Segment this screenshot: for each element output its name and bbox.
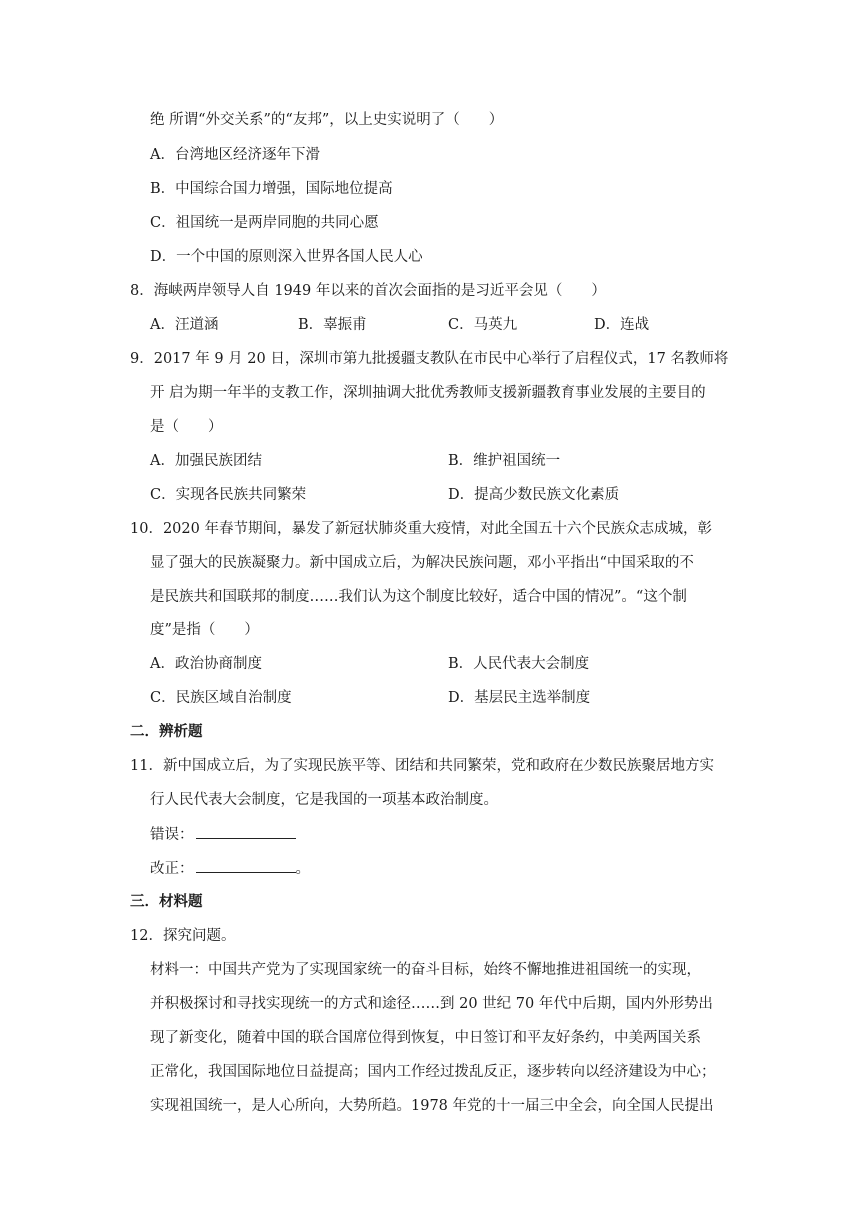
q11-stem-line-1: 11．新中国成立后，为了实现民族平等、团结和共同繁荣，党和政府在少数民族聚居地方实 [130,758,714,774]
q11-error-row [150,824,296,845]
q12-material-line-3: 现了新变化，随着中国的联合国席位得到恢复，中日签订和平友好条约，中美两国关系 [150,1030,701,1046]
q12-material-line-5: 实现祖国统一，是人心所向，大势所趋。1978 年党的十一届三中全会，向全国人民提出 [150,1098,714,1114]
q7-option-b: B．中国综合国力增强，国际地位提高 [150,181,393,197]
q9-stem-line-3: 是（ ） [150,419,223,435]
q12-material-line-4: 正常化，我国国际地位日益提高；国内工作经过拨乱反正，逐步转向以经济建设为中心； [150,1064,716,1080]
q8-option-c: C．马英九 [448,317,518,333]
q10-option-a: A．政治协商制度 [150,656,262,672]
q12-material-line-1: 材料一：中国共产党为了实现国家统一的奋斗目标，始终不懈地推进祖国统一的实现， [150,962,701,978]
q9-option-c: C．实现各民族共同繁荣 [150,487,307,503]
q7-option-a: A．台湾地区经济逐年下滑 [150,147,320,163]
q11-correct-period: 。 [295,861,310,877]
q8-option-a: A．汪道涵 [150,317,219,333]
section-3-title: 三．材料题 [130,893,203,910]
q10-option-d: D．基层民主选举制度 [448,690,591,706]
q12-material-line-2: 并积极探讨和寻找实现统一的方式和途径……到 20 世纪 70 年代中后期，国内外形势出 [150,996,713,1012]
q10-stem-line-3: 是民族共和国联邦的制度……我们认为这个制度比较好，适合中国的情况”。“这个制 [150,589,687,605]
q11-stem-line-2: 行人民代表大会制度，它是我国的一项基本政治制度。 [150,792,498,808]
q8-stem: 8．海峡两岸领导人自 1949 年以来的首次会面指的是习近平会见（ ） [130,283,606,299]
q8-option-b: B．辜振甫 [298,317,367,333]
q7-option-c: C．祖国统一是两岸同胞的共同心愿 [150,215,379,231]
q12-stem: 12．探究问题。 [130,928,236,944]
section-2-title: 二．辨析题 [130,723,203,740]
q11-error-blank[interactable] [196,824,296,839]
q10-stem-line-2: 显了强大的民族凝聚力。新中国成立后，为解决民族问题，邓小平指出“中国采取的不 [150,555,694,571]
q9-option-b: B．维护祖国统一 [448,453,561,469]
q9-stem-line-1: 9．2017 年 9 月 20 日，深圳市第九批援疆支教队在市民中心举行了启程仪式，17 名教师将 [130,351,729,367]
q11-correct-blank[interactable] [196,858,296,873]
q7-option-d: D．一个中国的原则深入世界各国人民人心 [150,249,423,265]
q11-correct-label: 改正： [150,861,194,877]
q10-option-c: C．民族区域自治制度 [150,690,292,706]
q11-error-label: 错误： [150,827,194,843]
q7-stem-tail: 绝 所谓“外交关系”的“友邦”，以上史实说明了（ ） [150,112,504,128]
q9-option-d: D．提高少数民族文化素质 [448,487,620,503]
q11-correct-row [150,858,310,879]
q10-option-b: B．人民代表大会制度 [448,656,590,672]
q9-option-a: A．加强民族团结 [150,453,262,469]
q10-stem-line-4: 度”是指（ ） [150,622,259,638]
q8-option-d: D．连战 [594,317,650,333]
q10-stem-line-1: 10．2020 年春节期间，暴发了新冠状肺炎重大疫情，对此全国五十六个民族众志成城，彰 [130,521,712,537]
q9-stem-line-2: 开 启为期一年半的支教工作，深圳抽调大批优秀教师支援新疆教育事业发展的主要目的 [150,385,706,401]
